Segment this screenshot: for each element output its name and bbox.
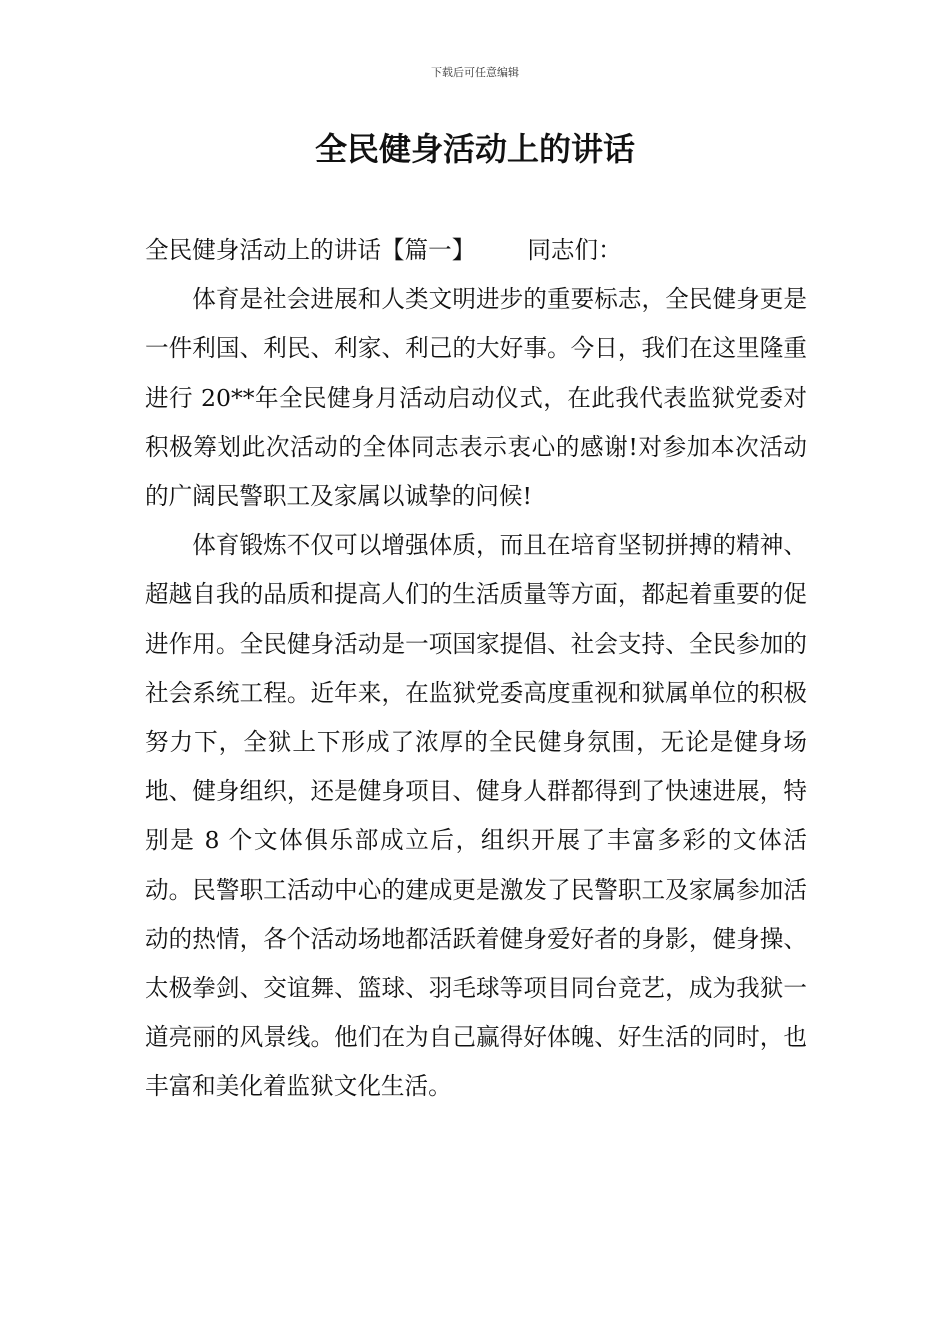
paragraph-2: 体育锻炼不仅可以增强体质，而且在培育坚韧拼搏的精神、超越自我的品质和提高人们的生活质量等方面，都起着重要的促进作用。全民健身活动是一项国家提倡、社会支持、全民参加的社会系统工程。近年来，在监狱党委高度重视和狱属单位的积极努力下，全狱上下形成了浓厚的全民健身氛围，无论是健身场地、健身组织，还是健身项目、健身人群都得到了快速进展，特别是 8 个文体俱乐部成立后，组织开展了丰富多彩的文体活动。民警职工活动中心的建成更是激发了民警职工及家属参加活动的热情，各个活动场地都活跃着健身爱好者的身影，健身操、太极拳剑、交谊舞、篮球、羽毛球等项目同台竞艺，成为我狱一道亮丽的风景线。他们在为自己赢得好体魄、好生活的同时，也丰富和美化着监狱文化生活。 <box>145 531 807 1101</box>
document-title: 全民健身活动上的讲话 <box>314 130 635 168</box>
paragraph-1: 体育是社会进展和人类文明进步的重要标志，全民健身更是一件利国、利民、利家、利己的大好事。今日，我们在这里隆重进行 20**年全民健身月活动启动仪式，在此我代表监狱党委对积极筹划此次活动的全体同志表示衷心的感谢!对参加本次活动的广阔民警职工及家属以诚挚的问候! <box>145 285 807 511</box>
section-heading: 全民健身活动上的讲话【篇一】 <box>145 236 476 264</box>
header-note: 下载后可任意编辑 <box>431 66 519 79</box>
document-body <box>145 226 807 1112</box>
section-heading-line <box>145 226 807 275</box>
salutation: 同志们： <box>527 236 622 264</box>
